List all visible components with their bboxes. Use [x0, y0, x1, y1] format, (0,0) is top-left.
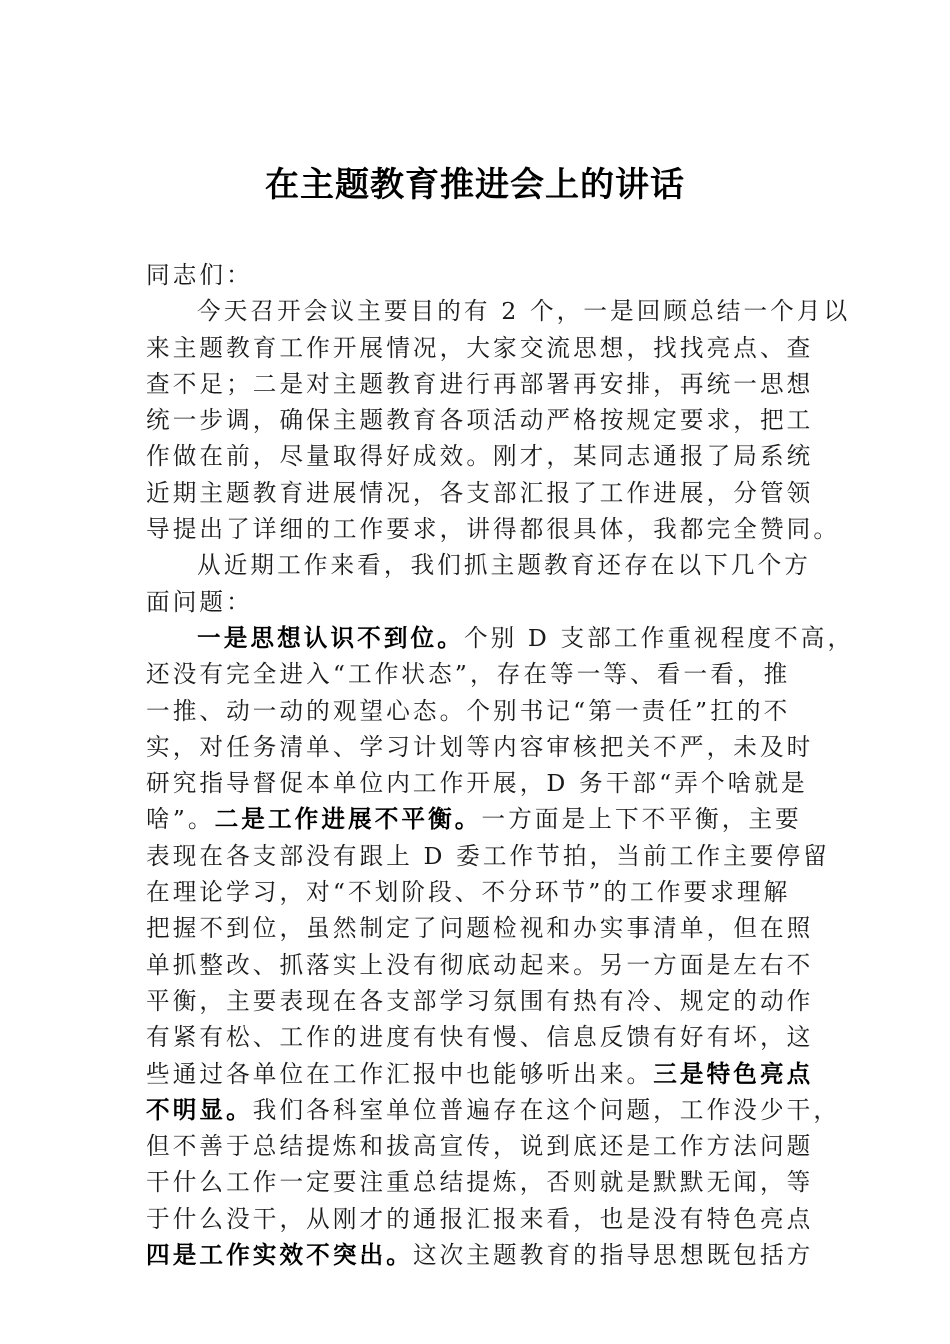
body-text: 些通过各单位在工作汇报中也能够听出来。	[146, 1059, 654, 1088]
body-text: 还没有完全进入“工作状态”，存在等一等、看一看，推	[146, 660, 791, 689]
bold-heading-text: 三是特色亮点	[653, 1059, 814, 1088]
text-line	[146, 366, 816, 402]
body-text: 面问题：	[146, 587, 253, 616]
body-text: 研究指导督促本单位内工作开展，D 务干部“弄个啥就是	[146, 769, 808, 798]
body-text: 近期主题教育进展情况，各支部汇报了工作进展，分管领	[146, 478, 814, 507]
body-text: 平衡，主要表现在各支部学习氛围有热有冷、规定的动作	[146, 986, 814, 1015]
text-line	[146, 293, 851, 329]
body-text: 从近期工作来看，我们抓主题教育还存在以下几个方	[197, 551, 811, 580]
text-line	[146, 620, 855, 656]
body-text: 但不善于总结提炼和拔高宣传，说到底还是工作方法问题	[146, 1132, 814, 1161]
body-text: 表现在各支部没有跟上 D 委工作节拍，当前工作主要停留	[146, 841, 830, 870]
text-line	[146, 838, 830, 874]
text-line	[146, 656, 816, 692]
text-line	[146, 801, 816, 837]
bold-heading-text: 不明显。	[146, 1095, 253, 1124]
body-text: 啥”。	[146, 805, 215, 834]
text-line	[146, 947, 816, 983]
body-text: 把握不到位，虽然制定了问题检视和办实事清单，但在照	[146, 914, 814, 943]
text-line	[146, 910, 816, 946]
text-line	[146, 511, 841, 547]
text-line	[146, 874, 816, 910]
body-text: 我们各科室单位普遍存在这个问题，工作没少干，	[252, 1095, 841, 1124]
text-line	[146, 693, 816, 729]
body-text: 于什么没干，从刚才的通报汇报来看，也是没有特色亮点	[146, 1204, 814, 1233]
body-text: 一推、动一动的观望心态。个别书记“第一责任”扛的不	[146, 696, 791, 725]
body-text: 统一步调，确保主题教育各项活动严格按规定要求，把工	[146, 406, 814, 435]
body-text: 干什么工作一定要注重总结提炼，否则就是默默无闻，等	[146, 1168, 814, 1197]
text-line	[146, 547, 816, 583]
bold-heading-text: 四是工作实效不突出。	[146, 1241, 413, 1270]
text-line	[146, 402, 816, 438]
text-line	[146, 1056, 816, 1092]
bold-heading-text: 一是思想认识不到位。	[197, 623, 464, 652]
text-line	[146, 1019, 816, 1055]
text-line	[146, 330, 816, 366]
text-line	[146, 765, 816, 801]
body-text: 有紧有松、工作的进度有快有慢、信息反馈有好有坏，这	[146, 1023, 814, 1052]
text-line	[146, 475, 816, 511]
document-body	[146, 257, 855, 1273]
document-title: 在主题教育推进会上的讲话	[265, 165, 685, 205]
text-line	[146, 584, 816, 620]
text-line	[146, 1201, 816, 1237]
text-line	[146, 729, 816, 765]
body-text: 同志们：	[146, 261, 253, 289]
text-line	[146, 983, 816, 1019]
body-text: 单抓整改、抓落实上没有彻底动起来。另一方面是左右不	[146, 950, 814, 979]
text-line	[146, 1164, 816, 1200]
body-text: 实，对任务清单、学习计划等内容审核把关不严，未及时	[146, 732, 814, 761]
body-text: 这次主题教育的指导思想既包括方	[412, 1241, 814, 1270]
text-line	[146, 438, 816, 474]
body-text: 查不足；二是对主题教育进行再部署再安排，再统一思想	[146, 369, 814, 398]
body-text: 个别 D 支部工作重视程度不高，	[463, 623, 855, 652]
body-text: 一方面是上下不平衡，主要	[481, 805, 802, 834]
body-text: 今天召开会议主要目的有 2 个，一是回顾总结一个月以	[197, 297, 851, 326]
text-line	[146, 1092, 841, 1128]
text-line	[146, 1128, 816, 1164]
text-line	[146, 1237, 816, 1273]
text-line	[146, 257, 816, 293]
body-text: 导提出了详细的工作要求，讲得都很具体，我都完全赞同。	[146, 515, 841, 544]
bold-heading-text: 二是工作进展不平衡。	[214, 805, 482, 834]
body-text: 作做在前，尽量取得好成效。刚才，某同志通报了局系统	[146, 442, 814, 471]
body-text: 来主题教育工作开展情况，大家交流思想，找找亮点、查	[146, 333, 814, 362]
body-text: 在理论学习，对“不划阶段、不分环节”的工作要求理解	[146, 878, 791, 907]
